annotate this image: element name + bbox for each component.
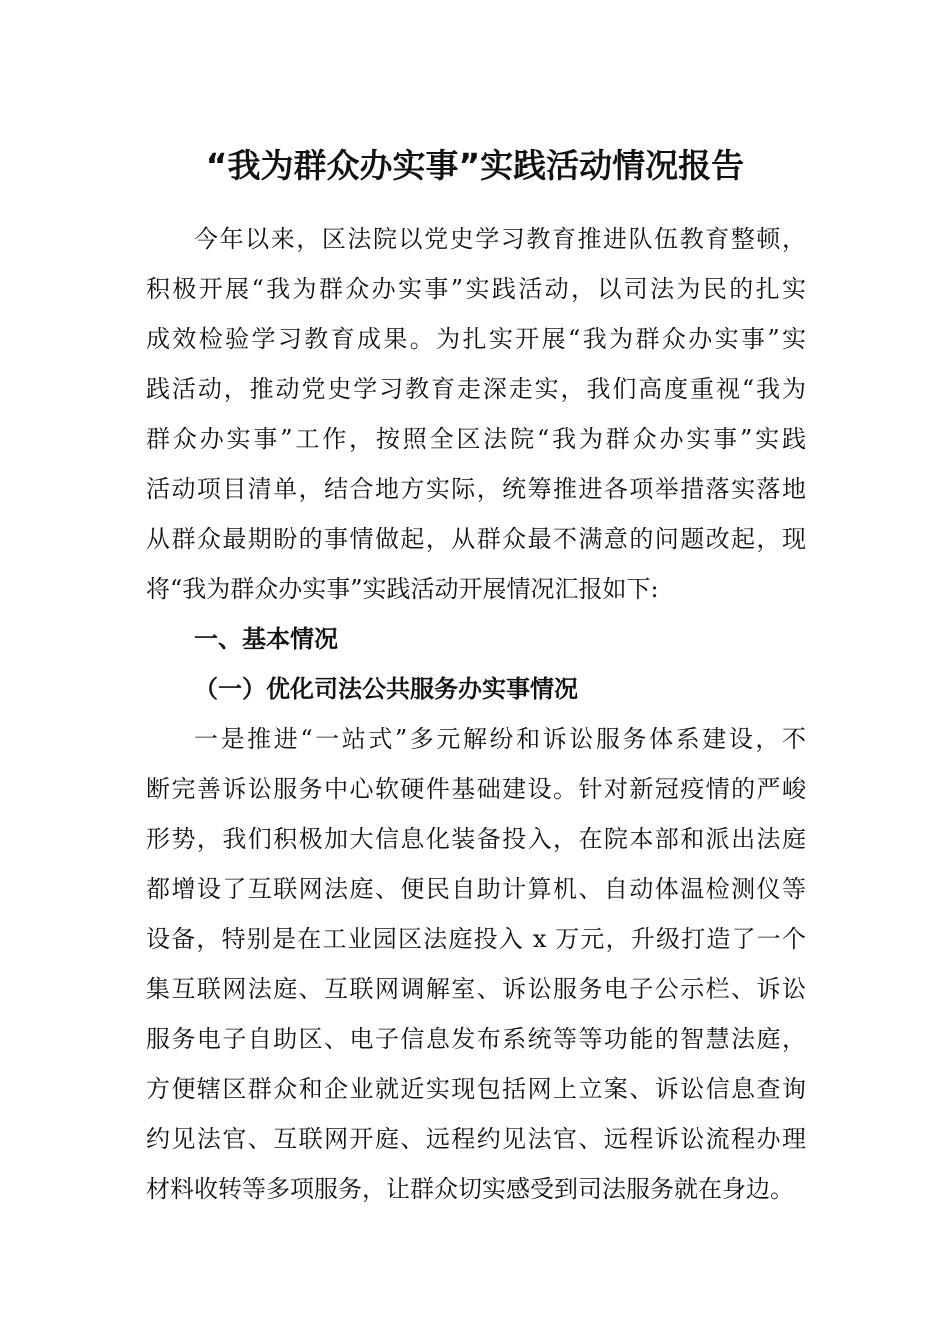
intro-line: 活动项目清单，结合地方实际，统筹推进各项举措落实落地 xyxy=(146,475,806,503)
body-line: 约见法官、互联网开庭、远程约见法官、远程诉讼流程办理 xyxy=(146,1125,806,1153)
body-line: 材料收转等多项服务，让群众切实感受到司法服务就在身边。 xyxy=(146,1175,794,1203)
document-title: “我为群众办实事”实践活动情况报告 xyxy=(205,146,745,185)
body-line: 形势，我们积极加大信息化装备投入，在院本部和派出法庭 xyxy=(146,825,806,853)
intro-line: 践活动，推动党史学习教育走深走实，我们高度重视“我为 xyxy=(146,375,806,403)
intro-line: 成效检验学习教育成果。为扎实开展“我为群众办实事”实 xyxy=(146,325,806,353)
intro-line: 群众办实事”工作，按照全区法院“我为群众办实事”实践 xyxy=(146,425,806,453)
section-heading: 一、基本情况 xyxy=(194,625,338,653)
intro-line: 将“我为群众办实事”实践活动开展情况汇报如下: xyxy=(146,575,659,603)
intro-line: 从群众最期盼的事情做起，从群众最不满意的问题改起，现 xyxy=(146,525,806,553)
body-line: 断完善诉讼服务中心软硬件基础建设。针对新冠疫情的严峻 xyxy=(146,775,806,803)
intro-line: 积极开展“我为群众办实事”实践活动，以司法为民的扎实 xyxy=(146,275,806,303)
body-line: 集互联网法庭、互联网调解室、诉讼服务电子公示栏、诉讼 xyxy=(146,975,806,1003)
body-line: 服务电子自助区、电子信息发布系统等等功能的智慧法庭， xyxy=(146,1025,806,1053)
subsection-heading: （一）优化司法公共服务办实事情况 xyxy=(194,674,578,703)
intro-line: 今年以来，区法院以党史学习教育推进队伍教育整顿， xyxy=(194,225,806,253)
body-line: 方便辖区群众和企业就近实现包括网上立案、诉讼信息查询 xyxy=(146,1075,806,1103)
body-line: 都增设了互联网法庭、便民自助计算机、自动体温检测仪等 xyxy=(146,875,806,903)
body-line: 一是推进“一站式”多元解纷和诉讼服务体系建设，不 xyxy=(194,725,806,753)
body-line: 设备，特别是在工业园区法庭投入 x 万元，升级打造了一个 xyxy=(146,925,806,953)
